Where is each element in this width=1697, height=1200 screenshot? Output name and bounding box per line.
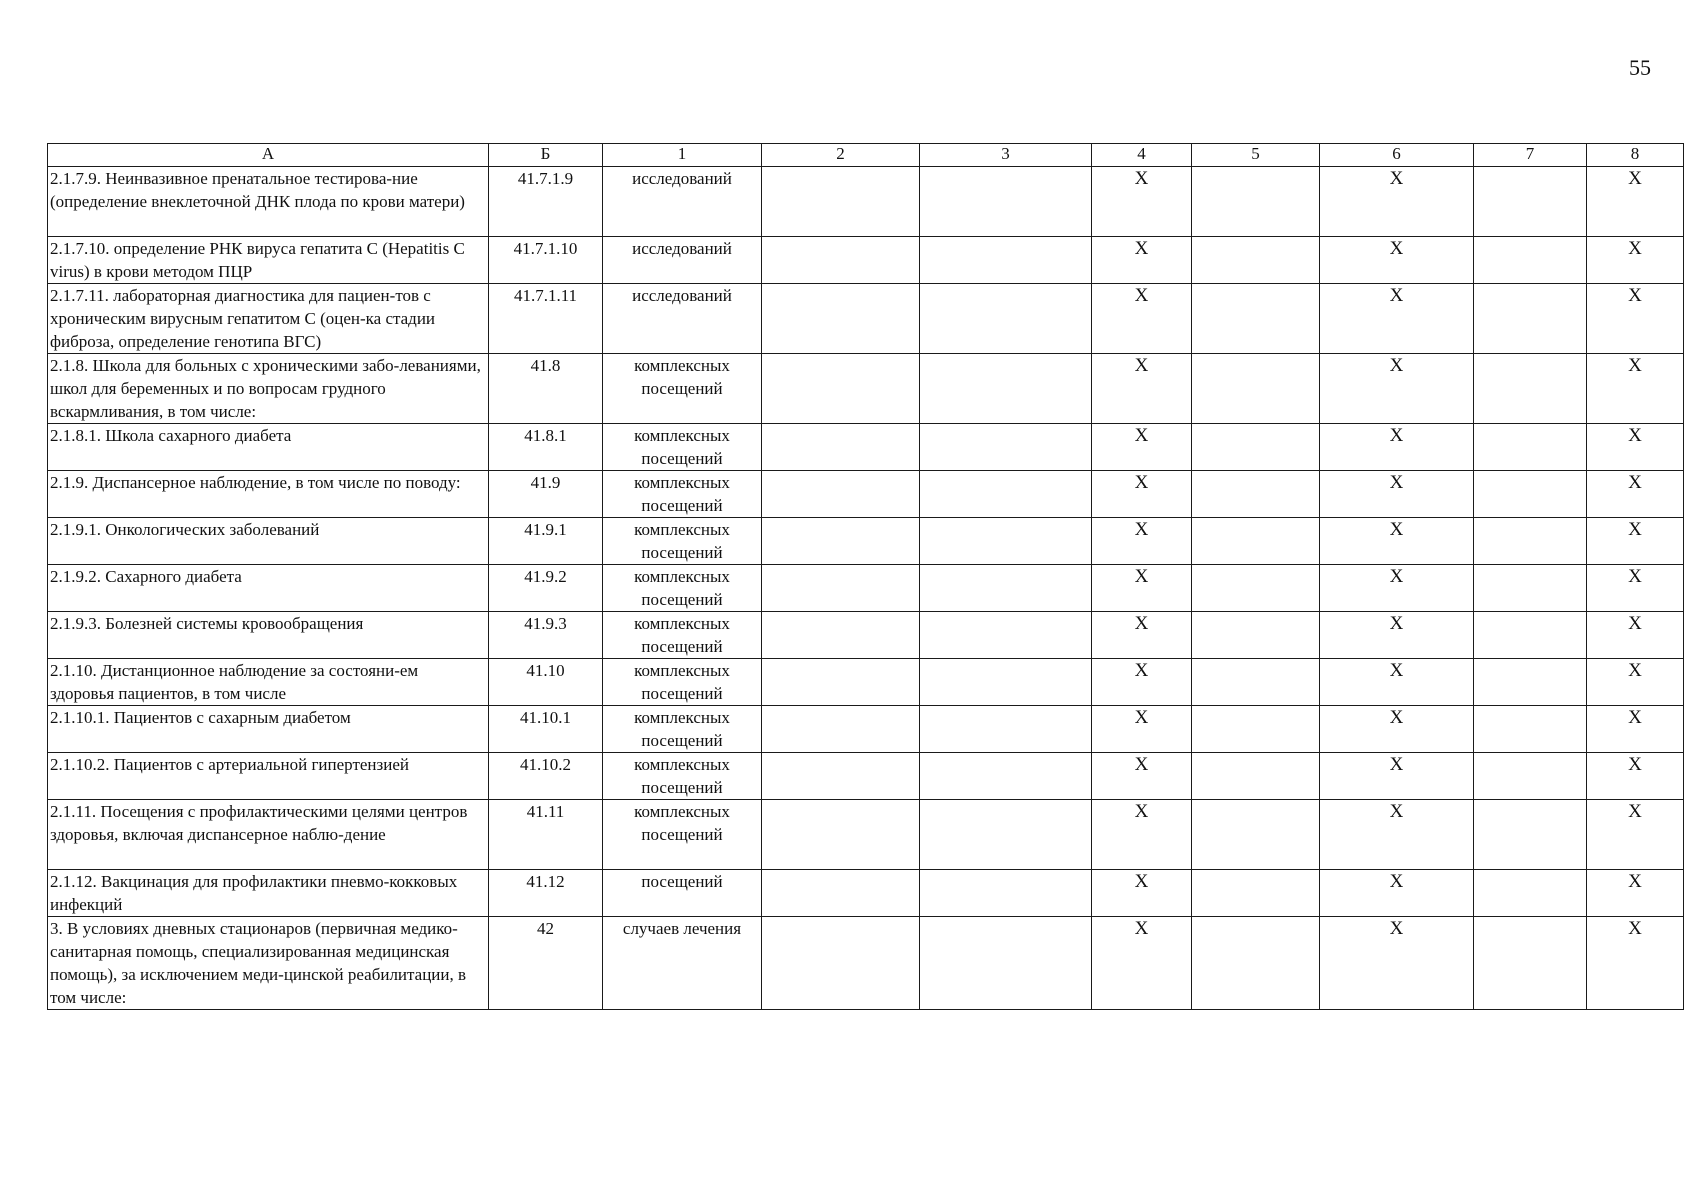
cell-col-3 xyxy=(920,167,1092,237)
row-name: 2.1.9.3. Болезней системы кровообращения xyxy=(48,612,489,659)
cell-col-5 xyxy=(1192,354,1320,424)
row-name: 2.1.7.10. определение РНК вируса гепатита С (Hepatitis C virus) в крови методом ПЦР xyxy=(48,237,489,284)
row-code: 41.11 xyxy=(489,800,603,870)
cell-col-8: X xyxy=(1587,917,1684,1010)
cell-col-7 xyxy=(1474,659,1587,706)
cell-col-2 xyxy=(762,753,920,800)
cell-col-7 xyxy=(1474,167,1587,237)
table-row xyxy=(48,237,1684,284)
cell-col-7 xyxy=(1474,471,1587,518)
header-cell-b: Б xyxy=(489,144,603,167)
cell-col-3 xyxy=(920,659,1092,706)
row-unit: комплексных посещений xyxy=(603,659,762,706)
cell-col-5 xyxy=(1192,284,1320,354)
cell-col-6: X xyxy=(1320,167,1474,237)
cell-col-8: X xyxy=(1587,870,1684,917)
row-code: 41.7.1.11 xyxy=(489,284,603,354)
cell-col-4: X xyxy=(1092,565,1192,612)
cell-col-7 xyxy=(1474,354,1587,424)
cell-col-8: X xyxy=(1587,237,1684,284)
cell-col-4: X xyxy=(1092,870,1192,917)
row-name: 2.1.9.1. Онкологических заболеваний xyxy=(48,518,489,565)
cell-col-8: X xyxy=(1587,471,1684,518)
row-name: 2.1.12. Вакцинация для профилактики пневмо-кокковых инфекций xyxy=(48,870,489,917)
cell-col-6: X xyxy=(1320,753,1474,800)
cell-col-2 xyxy=(762,237,920,284)
cell-col-2 xyxy=(762,471,920,518)
header-cell-5: 5 xyxy=(1192,144,1320,167)
cell-col-5 xyxy=(1192,471,1320,518)
cell-col-3 xyxy=(920,424,1092,471)
header-cell-7: 7 xyxy=(1474,144,1587,167)
cell-col-3 xyxy=(920,354,1092,424)
row-code: 42 xyxy=(489,917,603,1010)
cell-col-5 xyxy=(1192,237,1320,284)
cell-col-4: X xyxy=(1092,612,1192,659)
row-code: 41.9.2 xyxy=(489,565,603,612)
cell-col-7 xyxy=(1474,870,1587,917)
cell-col-4: X xyxy=(1092,354,1192,424)
table-row xyxy=(48,612,1684,659)
cell-col-3 xyxy=(920,284,1092,354)
table-row xyxy=(48,167,1684,237)
cell-col-6: X xyxy=(1320,612,1474,659)
header-cell-2: 2 xyxy=(762,144,920,167)
cell-col-4: X xyxy=(1092,471,1192,518)
cell-col-7 xyxy=(1474,284,1587,354)
cell-col-3 xyxy=(920,706,1092,753)
row-name: 2.1.7.11. лабораторная диагностика для пациен-тов с хроническим вирусным гепатитом С (оцен-ка стадии фиброза, определение генотипа ВГС) xyxy=(48,284,489,354)
row-name: 2.1.7.9. Неинвазивное пренатальное тестирова-ние (определение внеклеточной ДНК плода по крови матери) xyxy=(48,167,489,237)
cell-col-3 xyxy=(920,565,1092,612)
row-code: 41.9.3 xyxy=(489,612,603,659)
row-name: 2.1.8. Школа для больных с хроническими забо-леваниями, школ для беременных и по вопросам грудного вскармливания, в том числе: xyxy=(48,354,489,424)
cell-col-6: X xyxy=(1320,659,1474,706)
header-cell-1: 1 xyxy=(603,144,762,167)
row-name: 2.1.8.1. Школа сахарного диабета xyxy=(48,424,489,471)
row-code: 41.10 xyxy=(489,659,603,706)
row-name: 2.1.9. Диспансерное наблюдение, в том числе по поводу: xyxy=(48,471,489,518)
cell-col-7 xyxy=(1474,917,1587,1010)
page-number: 55 xyxy=(1629,55,1651,80)
cell-col-8: X xyxy=(1587,518,1684,565)
cell-col-7 xyxy=(1474,612,1587,659)
row-unit: комплексных посещений xyxy=(603,565,762,612)
row-unit: комплексных посещений xyxy=(603,612,762,659)
row-code: 41.10.1 xyxy=(489,706,603,753)
cell-col-3 xyxy=(920,870,1092,917)
table-row xyxy=(48,753,1684,800)
row-code: 41.8.1 xyxy=(489,424,603,471)
row-unit: комплексных посещений xyxy=(603,471,762,518)
row-unit: комплексных посещений xyxy=(603,354,762,424)
cell-col-5 xyxy=(1192,870,1320,917)
table-row xyxy=(48,565,1684,612)
cell-col-2 xyxy=(762,167,920,237)
row-code: 41.12 xyxy=(489,870,603,917)
data-table xyxy=(47,143,1684,1010)
table-row xyxy=(48,800,1684,870)
row-name: 3. В условиях дневных стационаров (первичная медико-санитарная помощь, специализированная медицинская помощь), за исключением меди-цинской реабилитации, в том числе: xyxy=(48,917,489,1010)
cell-col-2 xyxy=(762,612,920,659)
cell-col-2 xyxy=(762,518,920,565)
header-row xyxy=(48,144,1684,167)
row-code: 41.7.1.10 xyxy=(489,237,603,284)
cell-col-6: X xyxy=(1320,917,1474,1010)
cell-col-6: X xyxy=(1320,870,1474,917)
cell-col-8: X xyxy=(1587,284,1684,354)
header-cell-3: 3 xyxy=(920,144,1092,167)
cell-col-4: X xyxy=(1092,753,1192,800)
cell-col-6: X xyxy=(1320,471,1474,518)
cell-col-7 xyxy=(1474,424,1587,471)
cell-col-3 xyxy=(920,471,1092,518)
cell-col-7 xyxy=(1474,800,1587,870)
cell-col-5 xyxy=(1192,917,1320,1010)
header-cell-4: 4 xyxy=(1092,144,1192,167)
cell-col-2 xyxy=(762,424,920,471)
cell-col-6: X xyxy=(1320,518,1474,565)
cell-col-4: X xyxy=(1092,659,1192,706)
row-unit: посещений xyxy=(603,870,762,917)
cell-col-4: X xyxy=(1092,917,1192,1010)
row-code: 41.9 xyxy=(489,471,603,518)
row-name: 2.1.11. Посещения с профилактическими целями центров здоровья, включая диспансерное наблю-дение xyxy=(48,800,489,870)
cell-col-3 xyxy=(920,518,1092,565)
cell-col-5 xyxy=(1192,424,1320,471)
cell-col-6: X xyxy=(1320,424,1474,471)
row-unit: комплексных посещений xyxy=(603,424,762,471)
row-unit: комплексных посещений xyxy=(603,753,762,800)
cell-col-2 xyxy=(762,800,920,870)
cell-col-2 xyxy=(762,565,920,612)
cell-col-4: X xyxy=(1092,424,1192,471)
cell-col-4: X xyxy=(1092,284,1192,354)
cell-col-6: X xyxy=(1320,284,1474,354)
header-cell-6: 6 xyxy=(1320,144,1474,167)
cell-col-5 xyxy=(1192,518,1320,565)
row-unit: случаев лечения xyxy=(603,917,762,1010)
table-row xyxy=(48,917,1684,1010)
table-row xyxy=(48,659,1684,706)
cell-col-3 xyxy=(920,917,1092,1010)
cell-col-5 xyxy=(1192,167,1320,237)
row-name: 2.1.10.2. Пациентов с артериальной гипертензией xyxy=(48,753,489,800)
cell-col-8: X xyxy=(1587,424,1684,471)
cell-col-8: X xyxy=(1587,706,1684,753)
cell-col-7 xyxy=(1474,565,1587,612)
cell-col-6: X xyxy=(1320,565,1474,612)
cell-col-4: X xyxy=(1092,237,1192,284)
cell-col-5 xyxy=(1192,706,1320,753)
cell-col-8: X xyxy=(1587,659,1684,706)
cell-col-5 xyxy=(1192,612,1320,659)
table-row xyxy=(48,284,1684,354)
row-name: 2.1.9.2. Сахарного диабета xyxy=(48,565,489,612)
row-name: 2.1.10. Дистанционное наблюдение за состояни-ем здоровья пациентов, в том числе xyxy=(48,659,489,706)
cell-col-8: X xyxy=(1587,167,1684,237)
cell-col-2 xyxy=(762,917,920,1010)
cell-col-7 xyxy=(1474,706,1587,753)
cell-col-7 xyxy=(1474,753,1587,800)
cell-col-8: X xyxy=(1587,354,1684,424)
row-unit: комплексных посещений xyxy=(603,706,762,753)
cell-col-8: X xyxy=(1587,565,1684,612)
cell-col-2 xyxy=(762,659,920,706)
row-unit: исследований xyxy=(603,237,762,284)
row-name: 2.1.10.1. Пациентов с сахарным диабетом xyxy=(48,706,489,753)
row-code: 41.9.1 xyxy=(489,518,603,565)
table-row xyxy=(48,518,1684,565)
table-row xyxy=(48,354,1684,424)
cell-col-7 xyxy=(1474,237,1587,284)
cell-col-2 xyxy=(762,284,920,354)
row-code: 41.10.2 xyxy=(489,753,603,800)
cell-col-2 xyxy=(762,354,920,424)
cell-col-3 xyxy=(920,800,1092,870)
row-unit: комплексных посещений xyxy=(603,518,762,565)
cell-col-3 xyxy=(920,237,1092,284)
cell-col-4: X xyxy=(1092,518,1192,565)
cell-col-2 xyxy=(762,870,920,917)
table-row xyxy=(48,424,1684,471)
cell-col-8: X xyxy=(1587,800,1684,870)
cell-col-3 xyxy=(920,753,1092,800)
cell-col-6: X xyxy=(1320,706,1474,753)
header-cell-8: 8 xyxy=(1587,144,1684,167)
cell-col-4: X xyxy=(1092,800,1192,870)
cell-col-4: X xyxy=(1092,706,1192,753)
cell-col-8: X xyxy=(1587,753,1684,800)
row-unit: исследований xyxy=(603,284,762,354)
header-cell-a: А xyxy=(48,144,489,167)
cell-col-6: X xyxy=(1320,354,1474,424)
cell-col-3 xyxy=(920,612,1092,659)
table-row xyxy=(48,471,1684,518)
row-code: 41.7.1.9 xyxy=(489,167,603,237)
cell-col-4: X xyxy=(1092,167,1192,237)
row-code: 41.8 xyxy=(489,354,603,424)
cell-col-8: X xyxy=(1587,612,1684,659)
cell-col-7 xyxy=(1474,518,1587,565)
row-unit: комплексных посещений xyxy=(603,800,762,870)
table-row xyxy=(48,706,1684,753)
cell-col-5 xyxy=(1192,659,1320,706)
table-row xyxy=(48,870,1684,917)
cell-col-5 xyxy=(1192,753,1320,800)
cell-col-6: X xyxy=(1320,800,1474,870)
cell-col-6: X xyxy=(1320,237,1474,284)
cell-col-2 xyxy=(762,706,920,753)
cell-col-5 xyxy=(1192,800,1320,870)
cell-col-5 xyxy=(1192,565,1320,612)
row-unit: исследований xyxy=(603,167,762,237)
